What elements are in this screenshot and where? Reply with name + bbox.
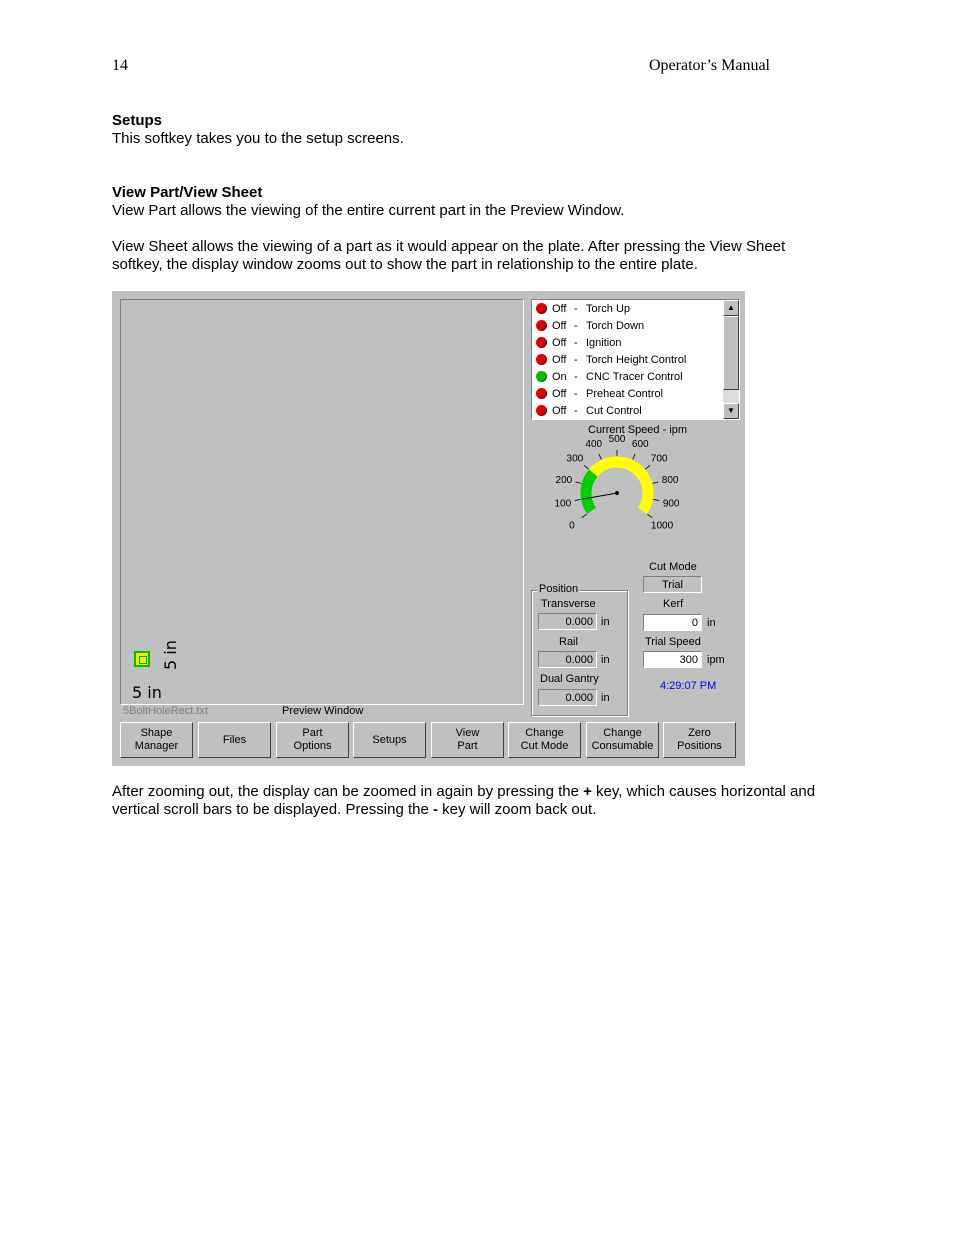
running-title: Operator’s Manual	[649, 57, 770, 74]
plus-key: +	[583, 783, 592, 800]
status-led-icon	[536, 405, 547, 416]
status-name: Ignition	[586, 337, 622, 349]
status-led-icon	[536, 388, 547, 399]
speed-gauge	[529, 421, 689, 546]
clock: 4:29:07 PM	[660, 680, 717, 692]
gauge-tick-label: 700	[650, 453, 668, 465]
gauge-tick-label: 900	[662, 498, 680, 510]
status-name: Preheat Control	[586, 388, 664, 400]
status-name: Torch Down	[586, 320, 645, 332]
status-state: Off	[552, 303, 567, 315]
view-sheet-paragraph: View Sheet allows the viewing of a part as it would appear on the plate. After pressing the View Sheet softkey, the display window zooms out to show the part in relationship to the entire plate.	[112, 238, 786, 273]
dimension-y: 5 in	[161, 640, 180, 670]
gauge-tick	[647, 514, 652, 517]
status-row[interactable]	[536, 301, 630, 318]
cut-mode-field: Trial	[643, 576, 702, 593]
status-scrollbar[interactable]	[723, 300, 739, 419]
gauge-tick	[653, 499, 659, 500]
shape-manager-button[interactable]: Shape Manager	[120, 722, 193, 758]
gauge-tick-label: 500	[608, 434, 626, 445]
page-number: 14	[112, 57, 128, 74]
rail-unit: in	[601, 654, 610, 666]
status-name: Torch Up	[586, 303, 631, 315]
dual-gantry-field: 0.000	[538, 689, 597, 706]
gauge-tick	[584, 465, 589, 469]
status-row[interactable]	[536, 335, 621, 352]
gauge-tick	[575, 499, 581, 500]
cut-mode-label: Cut Mode	[649, 561, 697, 573]
status-name: Torch Height Control	[586, 354, 687, 366]
preview-window-label: Preview Window	[282, 705, 364, 717]
zoom-paragraph	[112, 783, 827, 819]
setups-button[interactable]: Setups	[353, 722, 426, 758]
status-state: Off	[552, 354, 567, 366]
part-filename: 5BoltHoleRect.txt	[123, 705, 208, 717]
cnc-screen-figure	[112, 291, 745, 766]
gauge-tick	[575, 482, 581, 484]
status-row[interactable]	[536, 403, 642, 420]
status-separator: -	[574, 303, 578, 315]
trial-speed-unit: ipm	[707, 654, 725, 666]
trial-speed-label: Trial Speed	[645, 636, 701, 648]
gauge-tick-label: 100	[554, 498, 572, 510]
status-separator: -	[574, 337, 578, 349]
kerf-label: Kerf	[663, 598, 684, 610]
status-state: Off	[552, 405, 567, 417]
scroll-down-icon[interactable]: ▼	[723, 403, 739, 419]
transverse-unit: in	[601, 616, 610, 628]
gauge-tick	[599, 454, 602, 459]
status-separator: -	[574, 354, 578, 366]
status-led-icon	[536, 354, 547, 365]
minus-key: -	[432, 801, 438, 818]
status-separator: -	[574, 320, 578, 332]
part-options-button[interactable]: Part Options	[276, 722, 349, 758]
files-button[interactable]: Files	[198, 722, 271, 758]
gauge-hub	[615, 491, 619, 495]
status-separator: -	[574, 405, 578, 417]
preview-window[interactable]	[120, 299, 524, 705]
change-cut-mode-button[interactable]: Change Cut Mode	[508, 722, 581, 758]
dimension-x: 5 in	[132, 683, 162, 702]
gauge-tick	[645, 465, 650, 469]
gauge-green-band	[586, 473, 593, 511]
status-led-icon	[536, 320, 547, 331]
status-row[interactable]	[536, 386, 663, 403]
gauge-tick-label: 0	[569, 520, 575, 532]
part-outline	[134, 651, 150, 667]
transverse-field: 0.000	[538, 613, 597, 630]
status-separator: -	[574, 388, 578, 400]
kerf-unit: in	[707, 617, 716, 629]
zoom-text-c: key will zoom back out.	[437, 801, 597, 818]
status-row[interactable]	[536, 318, 644, 335]
io-status-list[interactable]	[531, 299, 740, 420]
status-name: Cut Control	[586, 405, 642, 417]
status-led-icon	[536, 371, 547, 382]
status-name: CNC Tracer Control	[586, 371, 683, 383]
gauge-tick	[633, 454, 636, 459]
gauge-tick	[653, 482, 659, 484]
dual-gantry-label: Dual Gantry	[540, 673, 599, 685]
gauge-tick-label: 600	[631, 439, 649, 451]
rail-field: 0.000	[538, 651, 597, 668]
gauge-tick-label: 200	[555, 474, 573, 486]
rail-label: Rail	[559, 636, 578, 648]
transverse-label: Transverse	[541, 598, 596, 610]
zoom-text-b: key, which causes horizontal and vertical scroll bars to be displayed. Pressing the	[112, 783, 816, 818]
position-title: Position	[539, 583, 579, 595]
scroll-up-icon[interactable]: ▲	[723, 300, 739, 316]
speed-title: Current Speed - ipm	[588, 424, 688, 436]
gauge-yellow-band	[593, 462, 648, 511]
status-row[interactable]	[536, 369, 683, 386]
status-state: Off	[552, 388, 567, 400]
status-separator: -	[574, 371, 578, 383]
kerf-input[interactable]: 0	[643, 614, 702, 631]
view-heading: View Part/View Sheet	[112, 184, 263, 201]
view-part-paragraph: View Part allows the viewing of the entire current part in the Preview Window.	[112, 202, 625, 219]
status-row[interactable]	[536, 352, 686, 369]
status-led-icon	[536, 303, 547, 314]
status-led-icon	[536, 337, 547, 348]
gauge-tick-label: 300	[566, 453, 584, 465]
view-part-button[interactable]: View Part	[431, 722, 504, 758]
setups-heading: Setups	[112, 112, 163, 129]
gauge-tick-label: 1000	[650, 520, 674, 532]
gauge-tick	[582, 514, 587, 517]
scroll-thumb[interactable]	[723, 316, 739, 390]
status-state: Off	[552, 320, 567, 332]
status-state: On	[552, 371, 567, 383]
zoom-text-a: After zooming out, the display can be zoomed in again by pressing the	[112, 783, 584, 800]
change-consumable-button[interactable]: Change Consumable	[586, 722, 659, 758]
gauge-tick-label: 400	[585, 439, 603, 451]
status-state: Off	[552, 337, 567, 349]
dual-gantry-unit: in	[601, 692, 610, 704]
setups-body: This softkey takes you to the setup screens.	[112, 130, 404, 147]
zero-positions-button[interactable]: Zero Positions	[663, 722, 736, 758]
gauge-tick-label: 800	[661, 474, 679, 486]
trial-speed-input[interactable]: 300	[643, 651, 702, 668]
